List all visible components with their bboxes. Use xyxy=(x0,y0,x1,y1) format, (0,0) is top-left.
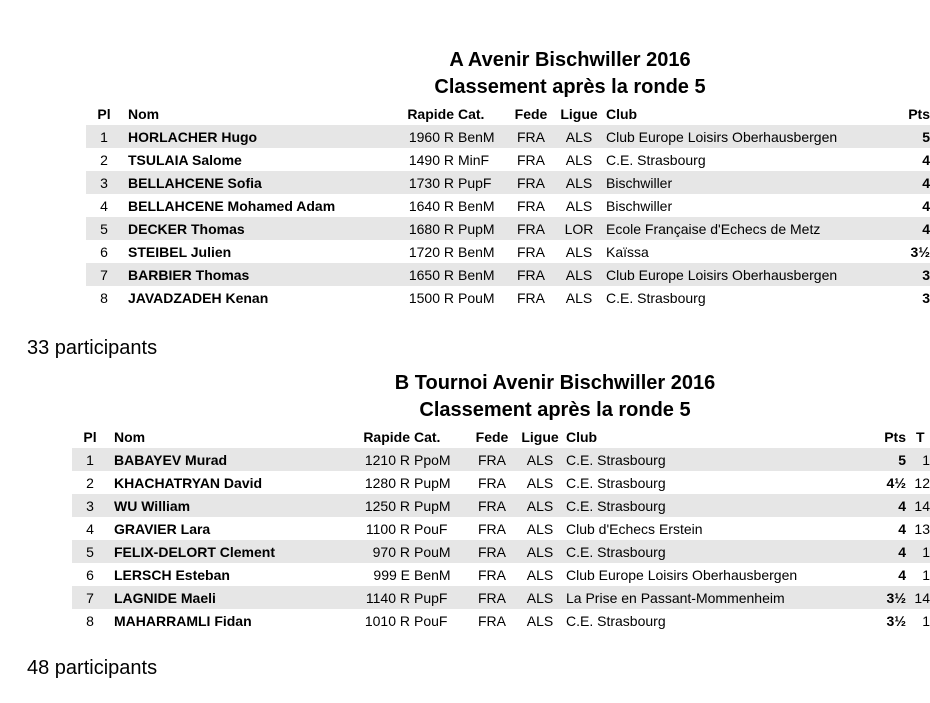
col-header-pts: Pts xyxy=(908,105,930,122)
cell-pts: 4 xyxy=(868,540,906,563)
cell-club: Club Europe Loisirs Oberhausbergen xyxy=(566,566,798,583)
table-row xyxy=(72,448,930,471)
cell-pl: 7 xyxy=(72,586,108,609)
cell-cat: PupF xyxy=(414,586,466,609)
col-header-nom: Nom xyxy=(114,428,146,445)
cell-club: C.E. Strasbourg xyxy=(562,448,868,471)
cell-pts: 3½ xyxy=(886,612,906,629)
table-row xyxy=(86,171,930,194)
table-body-b xyxy=(72,448,930,632)
cell-nom: STEIBEL Julien xyxy=(128,243,232,260)
cell-rapide: 1010 R xyxy=(364,612,410,629)
cell-cat: PpoM xyxy=(414,448,466,471)
col-header-tb: T xyxy=(916,428,925,445)
cell-club: Bischwiller xyxy=(602,171,896,194)
table-row xyxy=(72,494,930,517)
cell-club: C.E. Strasbourg xyxy=(606,151,706,168)
cell-cat: BenM xyxy=(458,243,495,260)
table-row xyxy=(86,194,930,217)
cell-fede: FRA xyxy=(506,125,556,148)
cell-club: Club Europe Loisirs Oberhausbergen xyxy=(602,263,896,286)
col-header-cat: Cat. xyxy=(458,105,485,122)
section-a-title: A Avenir Bischwiller 2016 xyxy=(449,49,691,71)
col-header-ligue: Ligue xyxy=(560,105,598,122)
cell-tb: 1 xyxy=(906,448,930,471)
cell-rapide: 1730 R xyxy=(388,171,458,194)
table-row xyxy=(72,563,930,586)
cell-ligue: ALS xyxy=(518,494,562,517)
cell-cat: PupF xyxy=(458,171,506,194)
cell-pts: 5 xyxy=(896,125,930,148)
table-row xyxy=(86,148,930,171)
col-header-rapide: Rapide xyxy=(407,105,454,122)
cell-fede: FRA xyxy=(517,243,545,260)
cell-pl: 2 xyxy=(86,474,94,491)
cell-pts: 3½ xyxy=(868,586,906,609)
table-row xyxy=(72,471,930,494)
cell-rapide: 970 R xyxy=(348,540,414,563)
cell-ligue: ALS xyxy=(526,474,554,491)
cell-fede: FRA xyxy=(478,520,506,537)
cell-pts: 4 xyxy=(922,151,930,168)
cell-club: C.E. Strasbourg xyxy=(566,474,666,491)
cell-rapide: 1100 R xyxy=(365,520,410,537)
cell-ligue: ALS xyxy=(518,540,562,563)
section-b-title: B Tournoi Avenir Bischwiller 2016 xyxy=(394,372,716,394)
cell-pts: 5 xyxy=(868,448,906,471)
cell-rapide: 1720 R xyxy=(408,243,454,260)
cell-fede: FRA xyxy=(506,263,556,286)
col-header-cat: Cat. xyxy=(414,428,441,445)
col-header-pl: Pl xyxy=(97,105,111,122)
table-header-row xyxy=(72,425,930,448)
col-header-club: Club xyxy=(566,428,598,445)
cell-fede: FRA xyxy=(466,586,518,609)
col-header-fede: Fede xyxy=(475,428,509,445)
cell-nom: WU William xyxy=(108,494,348,517)
cell-rapide: 1140 R xyxy=(348,586,414,609)
standings-table-b xyxy=(72,425,930,632)
cell-fede: FRA xyxy=(517,197,545,214)
participants-count-a: 33 participants xyxy=(27,337,158,359)
cell-pl: 6 xyxy=(100,243,108,260)
cell-ligue: ALS xyxy=(518,448,562,471)
standings-table-a xyxy=(86,102,930,309)
cell-rapide: 1280 R xyxy=(364,474,410,491)
cell-fede: FRA xyxy=(517,289,545,306)
cell-pl: 4 xyxy=(100,197,108,214)
cell-pl: 7 xyxy=(86,263,122,286)
cell-club: C.E. Strasbourg xyxy=(566,612,666,629)
cell-tb: 1 xyxy=(906,540,930,563)
cell-ligue: ALS xyxy=(526,520,554,537)
cell-club: Kaïssa xyxy=(606,243,649,260)
cell-pl: 8 xyxy=(100,289,108,306)
cell-cat: BenM xyxy=(458,125,506,148)
cell-nom: HORLACHER Hugo xyxy=(122,125,388,148)
cell-cat: PouF xyxy=(414,520,448,537)
col-header-club: Club xyxy=(606,105,638,122)
cell-club: Club Europe Loisirs Oberhausbergen xyxy=(602,125,896,148)
cell-cat: MinF xyxy=(458,151,490,168)
cell-nom: FELIX-DELORT Clement xyxy=(108,540,348,563)
cell-club: C.E. Strasbourg xyxy=(606,289,706,306)
cell-cat: BenM xyxy=(414,566,451,583)
cell-ligue: LOR xyxy=(556,217,602,240)
cell-tb: 14 xyxy=(906,494,930,517)
cell-fede: FRA xyxy=(466,540,518,563)
cell-cat: PouF xyxy=(414,612,448,629)
cell-club: C.E. Strasbourg xyxy=(562,494,868,517)
participants-count-b: 48 participants xyxy=(27,657,158,679)
cell-fede: FRA xyxy=(506,217,556,240)
col-header-nom: Nom xyxy=(128,105,160,122)
cell-fede: FRA xyxy=(517,151,545,168)
cell-club: C.E. Strasbourg xyxy=(562,540,868,563)
cell-fede: FRA xyxy=(466,448,518,471)
table-row xyxy=(72,609,930,632)
cell-pts: 3½ xyxy=(910,243,930,260)
cell-ligue: ALS xyxy=(565,243,593,260)
table-row xyxy=(86,240,930,263)
cell-pts: 3 xyxy=(922,289,930,306)
cell-pts: 3 xyxy=(896,263,930,286)
table-row xyxy=(86,217,930,240)
cell-pl: 5 xyxy=(72,540,108,563)
col-header-pl: Pl xyxy=(83,428,97,445)
cell-pl: 6 xyxy=(86,566,94,583)
cell-club: Bischwiller xyxy=(606,197,673,214)
cell-cat: PupM xyxy=(458,217,506,240)
cell-nom: LAGNIDE Maeli xyxy=(108,586,348,609)
table-row xyxy=(86,263,930,286)
cell-cat: PupM xyxy=(414,494,466,517)
cell-fede: FRA xyxy=(506,171,556,194)
cell-nom: KHACHATRYAN David xyxy=(114,474,263,491)
cell-pts: 4 xyxy=(922,197,930,214)
cell-club: La Prise en Passant-Mommenheim xyxy=(562,586,868,609)
section-a-subtitle: Classement après la ronde 5 xyxy=(434,76,706,98)
cell-club: Ecole Française d'Echecs de Metz xyxy=(602,217,896,240)
cell-tb: 13 xyxy=(914,520,930,537)
cell-nom: JAVADZADEH Kenan xyxy=(128,289,269,306)
cell-nom: BARBIER Thomas xyxy=(122,263,388,286)
cell-rapide: 1490 R xyxy=(408,151,454,168)
cell-rapide: 999 E xyxy=(373,566,410,583)
cell-fede: FRA xyxy=(466,494,518,517)
cell-pl: 8 xyxy=(86,612,94,629)
cell-rapide: 1680 R xyxy=(388,217,458,240)
cell-pl: 2 xyxy=(100,151,108,168)
cell-pl: 5 xyxy=(86,217,122,240)
cell-nom: LERSCH Esteban xyxy=(114,566,230,583)
cell-cat: BenM xyxy=(458,197,495,214)
cell-tb: 14 xyxy=(906,586,930,609)
cell-pl: 3 xyxy=(86,171,122,194)
cell-cat: PouM xyxy=(458,289,495,306)
cell-fede: FRA xyxy=(478,474,506,491)
cell-nom: BELLAHCENE Sofia xyxy=(122,171,388,194)
cell-tb: 12 xyxy=(914,474,930,491)
cell-rapide: 1210 R xyxy=(348,448,414,471)
cell-nom: BELLAHCENE Mohamed Adam xyxy=(128,197,336,214)
cell-pts: 4 xyxy=(898,566,906,583)
table-body-a xyxy=(86,125,930,309)
cell-nom: MAHARRAMLI Fidan xyxy=(114,612,252,629)
col-header-rapide: Rapide xyxy=(363,428,410,445)
cell-rapide: 1640 R xyxy=(408,197,454,214)
cell-pts: 4 xyxy=(896,171,930,194)
col-header-ligue: Ligue xyxy=(521,428,559,445)
cell-nom: TSULAIA Salome xyxy=(128,151,242,168)
table-row xyxy=(86,125,930,148)
cell-fede: FRA xyxy=(478,612,506,629)
table-header-row xyxy=(86,102,930,125)
col-header-pts: Pts xyxy=(884,428,906,445)
cell-fede: FRA xyxy=(478,566,506,583)
cell-cat: PupM xyxy=(414,474,451,491)
cell-pl: 4 xyxy=(86,520,94,537)
cell-ligue: ALS xyxy=(565,197,593,214)
cell-ligue: ALS xyxy=(556,125,602,148)
cell-ligue: ALS xyxy=(518,586,562,609)
cell-rapide: 1250 R xyxy=(348,494,414,517)
table-row xyxy=(72,517,930,540)
cell-pl: 3 xyxy=(72,494,108,517)
cell-ligue: ALS xyxy=(526,566,554,583)
cell-pts: 4 xyxy=(898,520,906,537)
cell-pts: 4½ xyxy=(886,474,906,491)
table-row xyxy=(72,586,930,609)
col-header-fede: Fede xyxy=(514,105,548,122)
cell-pts: 4 xyxy=(868,494,906,517)
cell-pl: 1 xyxy=(72,448,108,471)
cell-pl: 1 xyxy=(86,125,122,148)
cell-rapide: 1960 R xyxy=(388,125,458,148)
cell-ligue: ALS xyxy=(556,263,602,286)
section-b-subtitle: Classement après la ronde 5 xyxy=(419,399,691,421)
cell-cat: PouM xyxy=(414,540,466,563)
cell-nom: GRAVIER Lara xyxy=(114,520,211,537)
cell-tb: 1 xyxy=(922,566,930,583)
cell-nom: BABAYEV Murad xyxy=(108,448,348,471)
cell-club: Club d'Echecs Erstein xyxy=(566,520,703,537)
cell-ligue: ALS xyxy=(565,151,593,168)
table-row xyxy=(86,286,930,309)
cell-ligue: ALS xyxy=(565,289,593,306)
cell-rapide: 1500 R xyxy=(408,289,454,306)
table-row xyxy=(72,540,930,563)
cell-ligue: ALS xyxy=(556,171,602,194)
cell-pts: 4 xyxy=(896,217,930,240)
cell-nom: DECKER Thomas xyxy=(122,217,388,240)
cell-ligue: ALS xyxy=(526,612,554,629)
cell-cat: BenM xyxy=(458,263,506,286)
cell-tb: 1 xyxy=(922,612,930,629)
cell-rapide: 1650 R xyxy=(388,263,458,286)
